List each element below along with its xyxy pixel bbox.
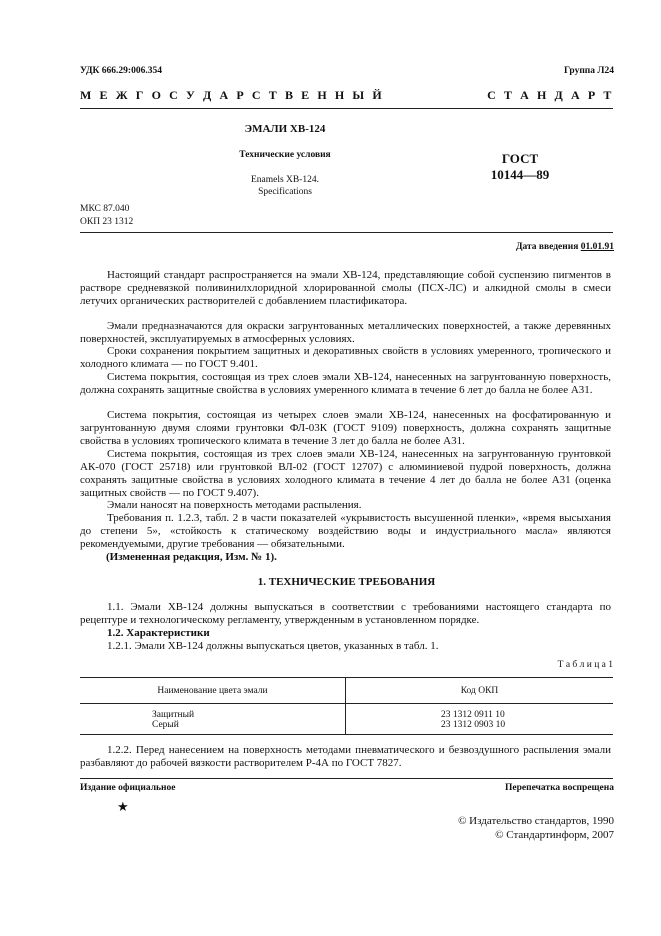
copyright-1990: © Издательство стандартов, 1990 xyxy=(458,815,614,827)
color-table xyxy=(80,677,613,735)
section-heading: 1. ТЕХНИЧЕСКИЕ ТРЕБОВАНИЯ xyxy=(257,576,436,588)
title-divider xyxy=(80,232,613,233)
table-header-okp: Код ОКП xyxy=(460,685,499,696)
table-row xyxy=(80,720,613,735)
mks-code: МКС 87.040 xyxy=(80,204,130,214)
table-caption: Т а б л и ц а 1 xyxy=(557,660,613,670)
intro-date-label: Дата введения xyxy=(515,242,579,252)
banner-standard: С Т А Н Д А Р Т xyxy=(487,88,614,102)
intro-date xyxy=(516,242,614,252)
paragraph-cold: Система покрытия, состоящая из трех слоев эмали ХВ-124, нанесенных на загрунтованную грунтовкой АК-070 (ГОСТ 25718) или грунтовкой ВЛ-02 (ГОСТ 12707) с алюминиевой пудрой поверхность, должна сохранять защитные свойства в условиях холодного климата в течение 4 лет до балла не более А31 (оценка защитных свойств — по ГОСТ 9.407). xyxy=(80,448,611,499)
table-cell-color: Серый xyxy=(80,720,346,735)
table-row xyxy=(80,704,613,721)
paragraph-purpose: Эмали предназначаются для окраски загрунтованных металлических поверхностей, а также деревянных поверхностей, эксплуатируемых в атмосферных условиях. xyxy=(80,320,611,345)
udk-code: УДК 666.29:006.354 xyxy=(80,66,162,76)
footer-divider xyxy=(80,778,613,779)
copyright-2007: © Стандартинформ, 2007 xyxy=(495,829,614,841)
paragraph-tropical: Система покрытия, состоящая из четырех слоев эмали ХВ-124, нанесенных на фосфатированную и загрунтованную двумя слоями грунтовки ФЛ-03К (ГОСТ 9109) поверхность, должна сохранять защитные свойства в условиях тропического климата в течение 3 лет до балла не более А31. xyxy=(80,409,611,447)
paragraph-scope: Настоящий стандарт распространяется на эмали ХВ-124, представляющие собой суспензию пигментов в растворе средневязкой поливинилхлоридной хлорированной смолы (ПСХ-ЛС) и алкидной смолы в смеси летучих органических растворителей с добавлением пластификатора. xyxy=(80,269,611,307)
banner-interstate: М Е Ж Г О С У Д А Р С Т В Е Н Н Ы Й xyxy=(80,88,385,102)
group-code: Группа Л24 xyxy=(563,66,614,76)
clause-1-2-1: 1.2.1. Эмали ХВ-124 должны выпускаться цветов, указанных в табл. 1. xyxy=(107,640,439,652)
paragraph-application: Эмали наносят на поверхность методами распыления. xyxy=(107,499,362,511)
gost-label: ГОСТ xyxy=(501,151,539,166)
clause-1-2: 1.2. Характеристики xyxy=(107,627,210,639)
paragraph-climate: Сроки сохранения покрытием защитных и декоративных свойств в условиях умеренного, тропического и холодного климата — по ГОСТ 9.401. xyxy=(80,345,611,370)
official-edition: Издание официальное xyxy=(80,783,176,793)
paragraph-requirements: Требования п. 1.2.3, табл. 2 в части показателей «укрывистость высушенной пленки», «время высыхания до степени 5», «стойкость к статическому воздействию воды и индустриального масла» являются рекомендуемыми, другие требования — обязательными. xyxy=(80,512,611,550)
amendment-note: (Измененная редакция, Изм. № 1). xyxy=(106,551,277,563)
star-icon: ★ xyxy=(117,799,129,814)
table-header-row xyxy=(80,678,613,704)
reprint-notice: Перепечатка воспрещена xyxy=(504,783,614,793)
paragraph-temperate: Система покрытия, состоящая из трех слоев эмали ХВ-124, нанесенных на загрунтованную поверхность, должна сохранять защитные свойства в условиях умеренного климата в течение 6 лет до балла не более А31. xyxy=(80,371,611,396)
english-title-line2: Specifications xyxy=(258,187,312,197)
clause-1-1: 1.1. Эмали ХВ-124 должны выпускаться в соответствии с требованиями настоящего стандарта по рецептуре и технологическому регламенту, утвержденным в установленном порядке. xyxy=(80,601,611,626)
table-cell-okp: 23 1312 0903 10 xyxy=(441,720,506,730)
table-cell-okp: 23 1312 0911 10 xyxy=(441,710,505,720)
gost-number: 10144—89 xyxy=(490,167,550,182)
document-title: ЭМАЛИ ХВ-124 xyxy=(244,123,326,135)
table-header-color: Наименование цвета эмали xyxy=(80,678,346,704)
okp-code: ОКП 23 1312 xyxy=(80,217,134,227)
intro-date-value: 01.01.91 xyxy=(580,242,614,252)
header-divider xyxy=(80,108,613,109)
document-subtitle: Технические условия xyxy=(239,150,331,160)
table-cell-color: Защитный xyxy=(80,704,346,721)
english-title-line1: Enamels XB-124. xyxy=(250,175,320,185)
clause-1-2-2: 1.2.2. Перед нанесением на поверхность методами пневматического и безвоздушного распыления эмали разбавляют до рабочей вязкости растворителем Р-4А по ГОСТ 7827. xyxy=(80,744,611,769)
